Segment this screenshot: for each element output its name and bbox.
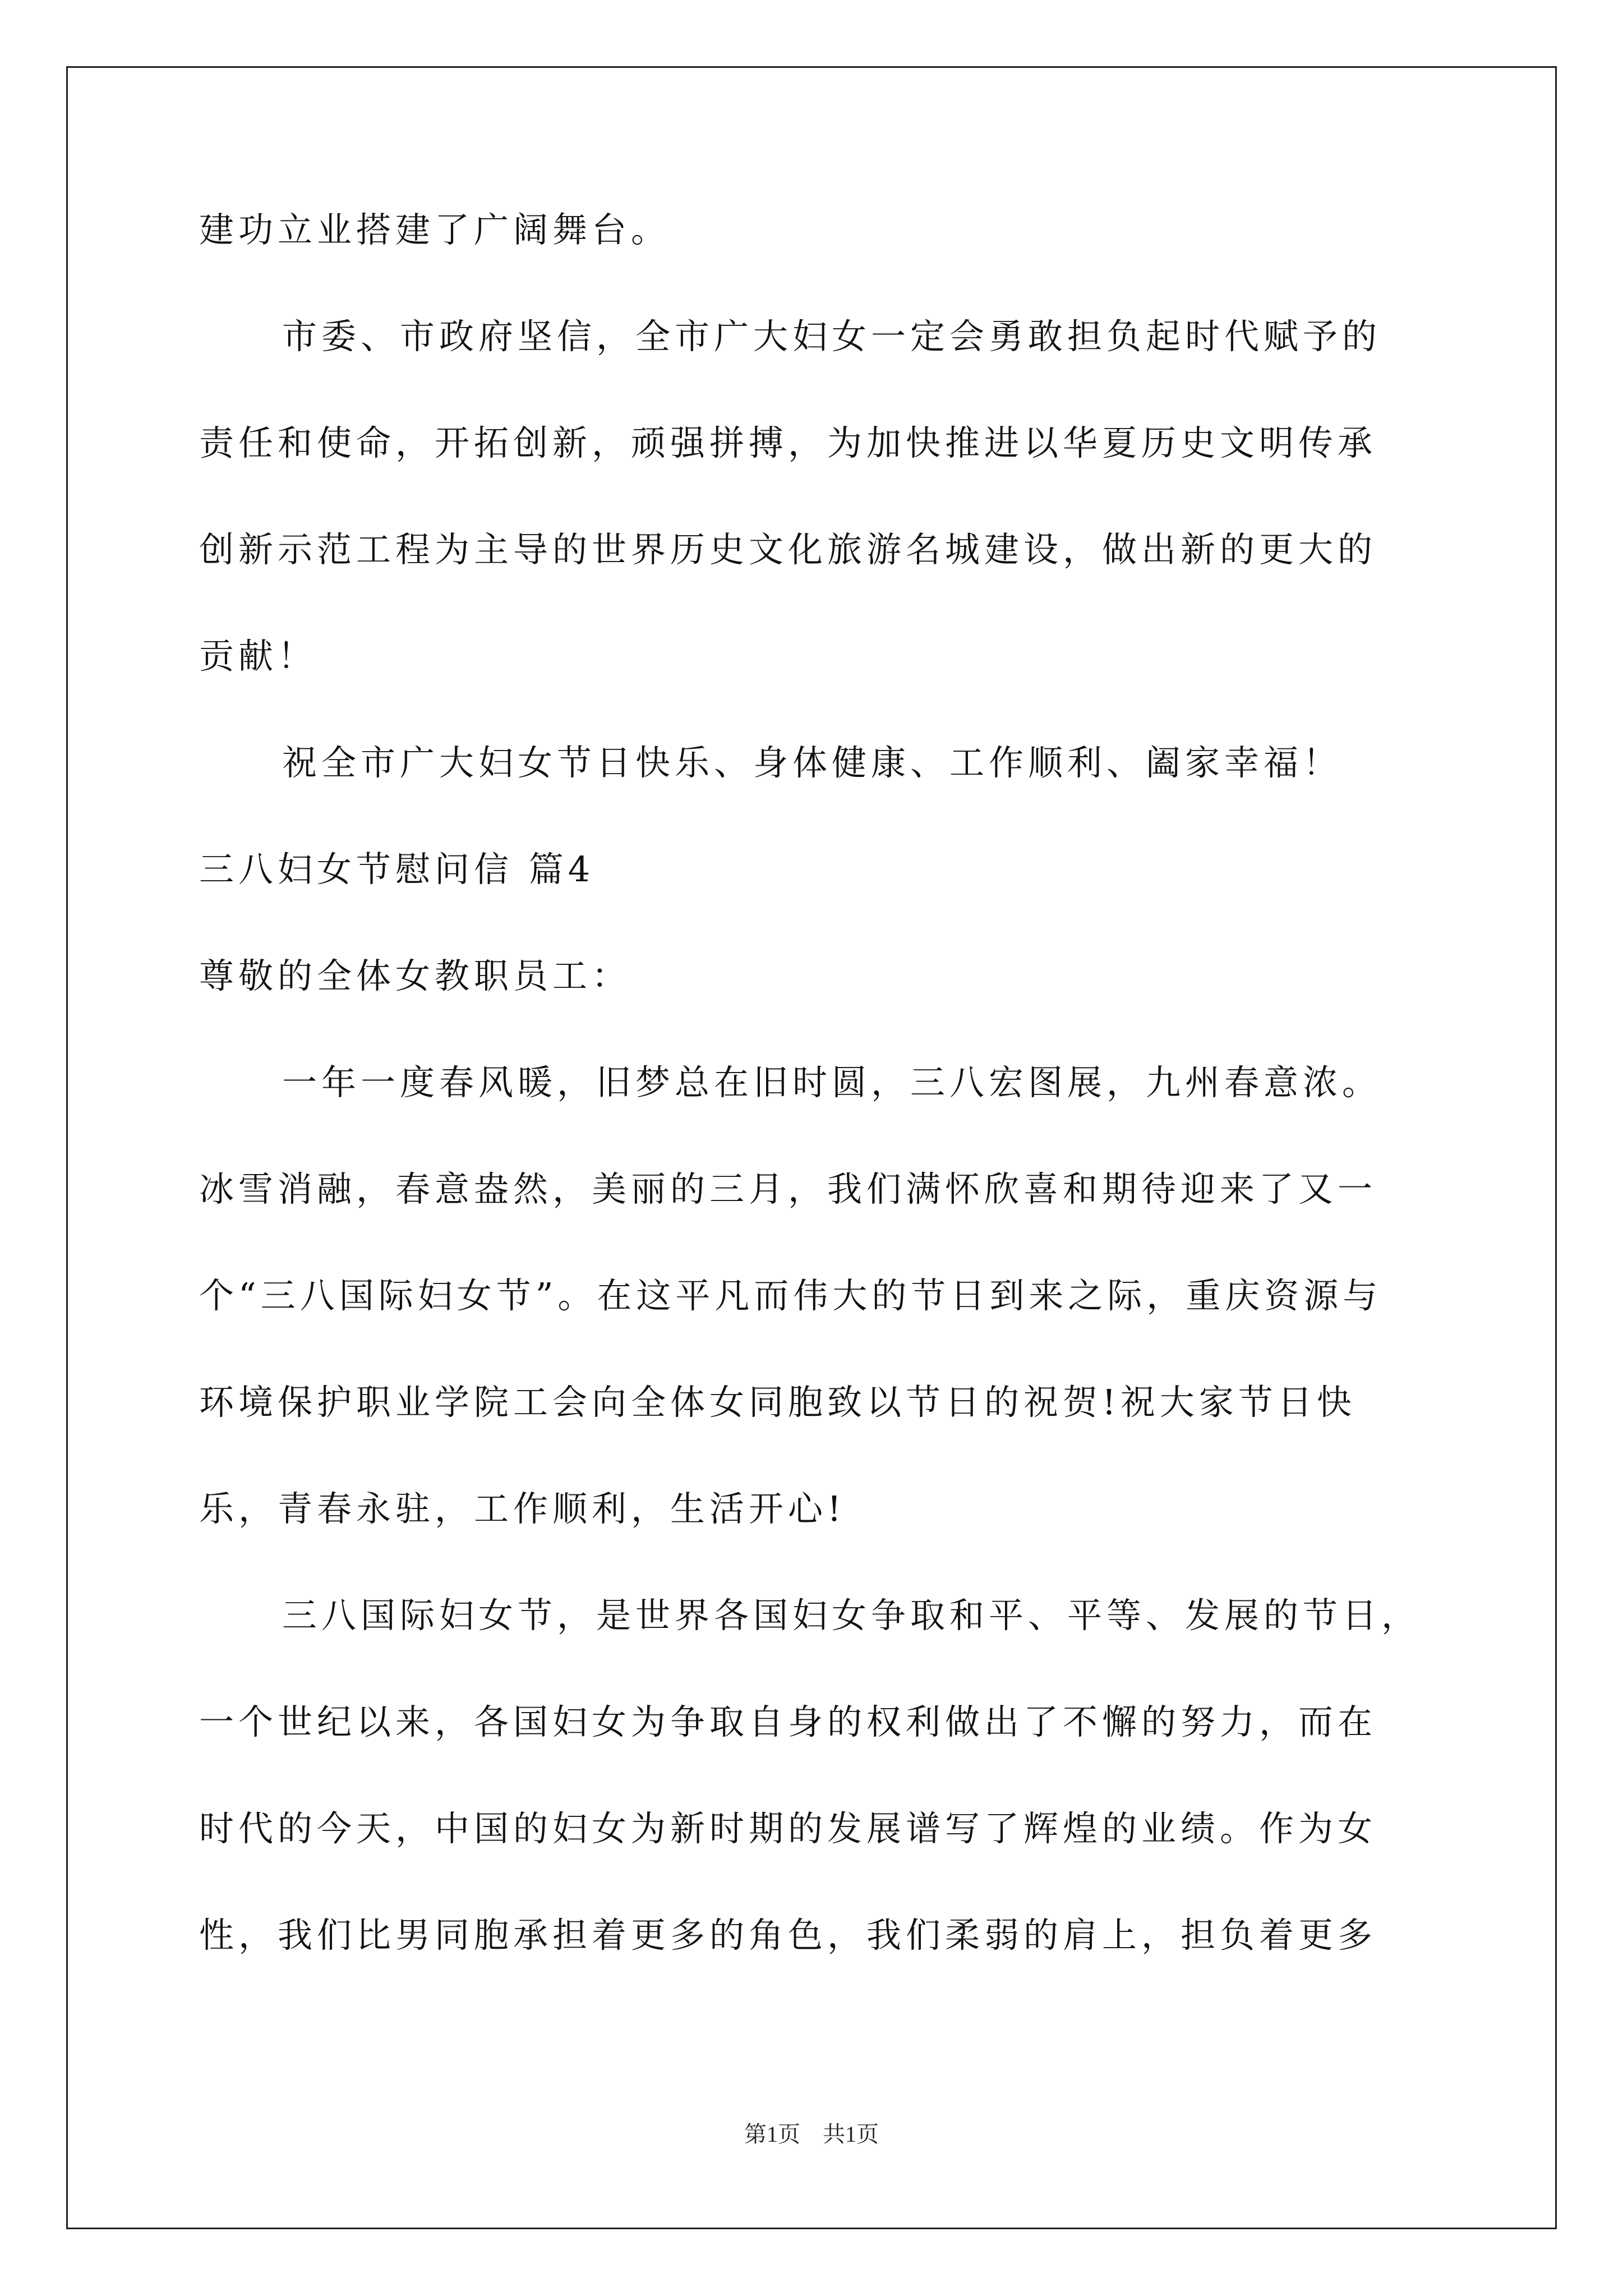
paragraph-line: 市委、市政府坚信，全市广大妇女一定会勇敢担负起时代赋予的 xyxy=(282,316,1382,357)
paragraph-line: 祝全市广大妇女节日快乐、身体健康、工作顺利、阖家幸福！ xyxy=(282,742,1343,783)
section-heading: 三八妇女节慰问信 篇4 xyxy=(199,849,595,890)
text-line: 时代的今天，中国的妇女为新时期的发展谱写了辉煌的业绩。作为女 xyxy=(199,1808,1377,1849)
text-line: 一个世纪以来，各国妇女为争取自身的权利做出了不懈的努力，而在 xyxy=(199,1701,1377,1742)
salutation: 尊敬的全体女教职员工： xyxy=(199,955,631,996)
paragraph-line: 三八国际妇女节，是世界各国妇女争取和平、平等、发展的节日， xyxy=(282,1595,1421,1636)
text-line: 个“三八国际妇女节”。在这平凡而伟大的节日到来之际，重庆资源与 xyxy=(199,1275,1382,1316)
paragraph-line: 一年一度春风暖，旧梦总在旧时圆，三八宏图展，九州春意浓。 xyxy=(282,1062,1382,1103)
text-line: 贡献！ xyxy=(199,636,317,677)
text-line: 冰雪消融，春意盎然，美丽的三月，我们满怀欣喜和期待迎来了又一 xyxy=(199,1168,1377,1209)
text-line: 建功立业搭建了广阔舞台。 xyxy=(199,209,671,250)
page-number-footer: 第1页 共1页 xyxy=(744,2122,879,2147)
text-line: 环境保护职业学院工会向全体女同胞致以节日的祝贺!祝大家节日快 xyxy=(199,1382,1356,1423)
text-line: 责任和使命，开拓创新，顽强拼搏，为加快推进以华夏历史文明传承 xyxy=(199,422,1377,463)
text-line: 创新示范工程为主导的世界历史文化旅游名城建设，做出新的更大的 xyxy=(199,529,1377,570)
page-border xyxy=(66,66,1557,2229)
text-line: 乐，青春永驻，工作顺利，生活开心! xyxy=(199,1488,846,1529)
text-line: 性，我们比男同胞承担着更多的角色，我们柔弱的肩上，担负着更多 xyxy=(199,1915,1377,1955)
